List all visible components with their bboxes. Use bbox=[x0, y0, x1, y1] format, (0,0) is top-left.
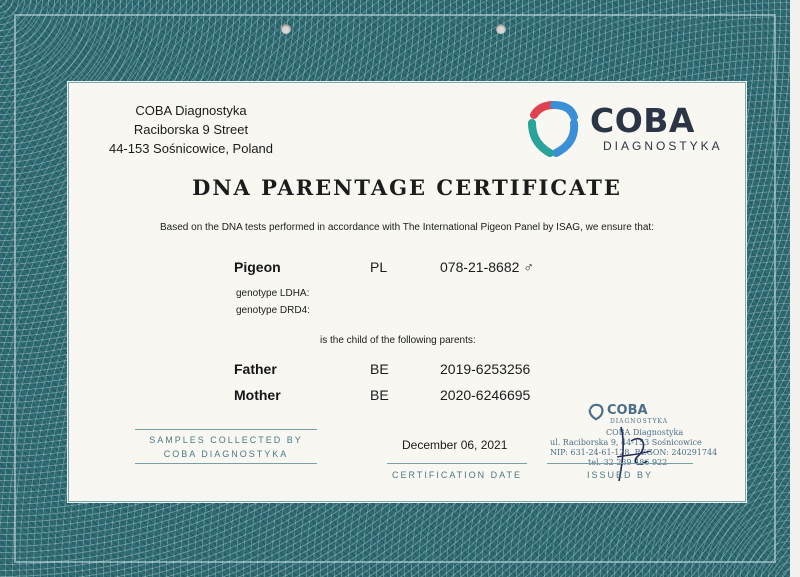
pigeon-ring: 078-21-8682 ♂ bbox=[440, 259, 534, 275]
mother-country: BE bbox=[370, 387, 389, 403]
father-label: Father bbox=[234, 361, 277, 377]
genotype-drd4-label: genotype DRD4: bbox=[236, 305, 310, 316]
samples-top-rule bbox=[135, 429, 317, 430]
punch-hole-left bbox=[281, 24, 291, 34]
issued-by-rule bbox=[547, 463, 693, 464]
issuer-address bbox=[101, 101, 281, 158]
punch-hole-right bbox=[496, 24, 506, 34]
mother-label: Mother bbox=[234, 387, 281, 403]
father-country: BE bbox=[370, 361, 389, 377]
stamp-line3: NIP: 631-24-61-128, REGON: 240291744 bbox=[550, 448, 718, 457]
stamp-subtitle: DIAGNOSTYKA bbox=[610, 418, 669, 425]
stamp-line2: ul. Raciborska 9, 44-153 Sośnicowice bbox=[550, 438, 702, 447]
samples-collected-block bbox=[135, 433, 317, 461]
issuer-street: Raciborska 9 Street bbox=[133, 122, 249, 137]
certificate-body bbox=[68, 82, 746, 502]
certificate-intro: Based on the DNA tests performed in accordance with The International Pigeon Panel by ISAG, we ensure that: bbox=[160, 222, 654, 233]
issuer-name: COBA Diagnostyka bbox=[135, 103, 247, 118]
certification-date-label: CERTIFICATION DATE bbox=[391, 470, 522, 480]
certificate-title: DNA PARENTAGE CERTIFICATE bbox=[192, 175, 622, 200]
date-rule bbox=[387, 463, 527, 464]
issuer-city: 44-153 Sośnicowice, Poland bbox=[108, 141, 274, 156]
certification-date-value: December 06, 2021 bbox=[402, 438, 508, 452]
stamp-line1: COBA Diagnostyka bbox=[606, 428, 684, 437]
paper-edge bbox=[790, 0, 800, 577]
issued-by-caption bbox=[547, 468, 693, 482]
coba-logo bbox=[524, 97, 724, 159]
samples-line2: COBA DIAGNOSTYKA bbox=[163, 449, 289, 459]
stamp-logo-icon bbox=[587, 403, 605, 421]
pigeon-country: PL bbox=[370, 259, 388, 275]
samples-line1: SAMPLES COLLECTED BY bbox=[149, 435, 303, 445]
samples-bottom-rule bbox=[135, 463, 317, 464]
stamp-name: COBA bbox=[607, 403, 648, 418]
certification-date-caption bbox=[387, 468, 527, 482]
genotype-ldha-label: genotype LDHA: bbox=[236, 288, 310, 299]
issued-by-label: ISSUED BY bbox=[586, 470, 653, 480]
logo-name: COBA bbox=[590, 101, 695, 140]
mother-ring: 2020-6246695 bbox=[440, 387, 531, 403]
pigeon-label: Pigeon bbox=[234, 259, 281, 275]
coba-logo-icon bbox=[524, 99, 584, 159]
father-ring: 2019-6253256 bbox=[440, 361, 531, 377]
logo-subtitle: DIAGNOSTYKA bbox=[603, 139, 723, 153]
stamp-line4: tel. 32 239 486 922 bbox=[588, 458, 668, 467]
parents-intro: is the child of the following parents: bbox=[320, 335, 476, 346]
